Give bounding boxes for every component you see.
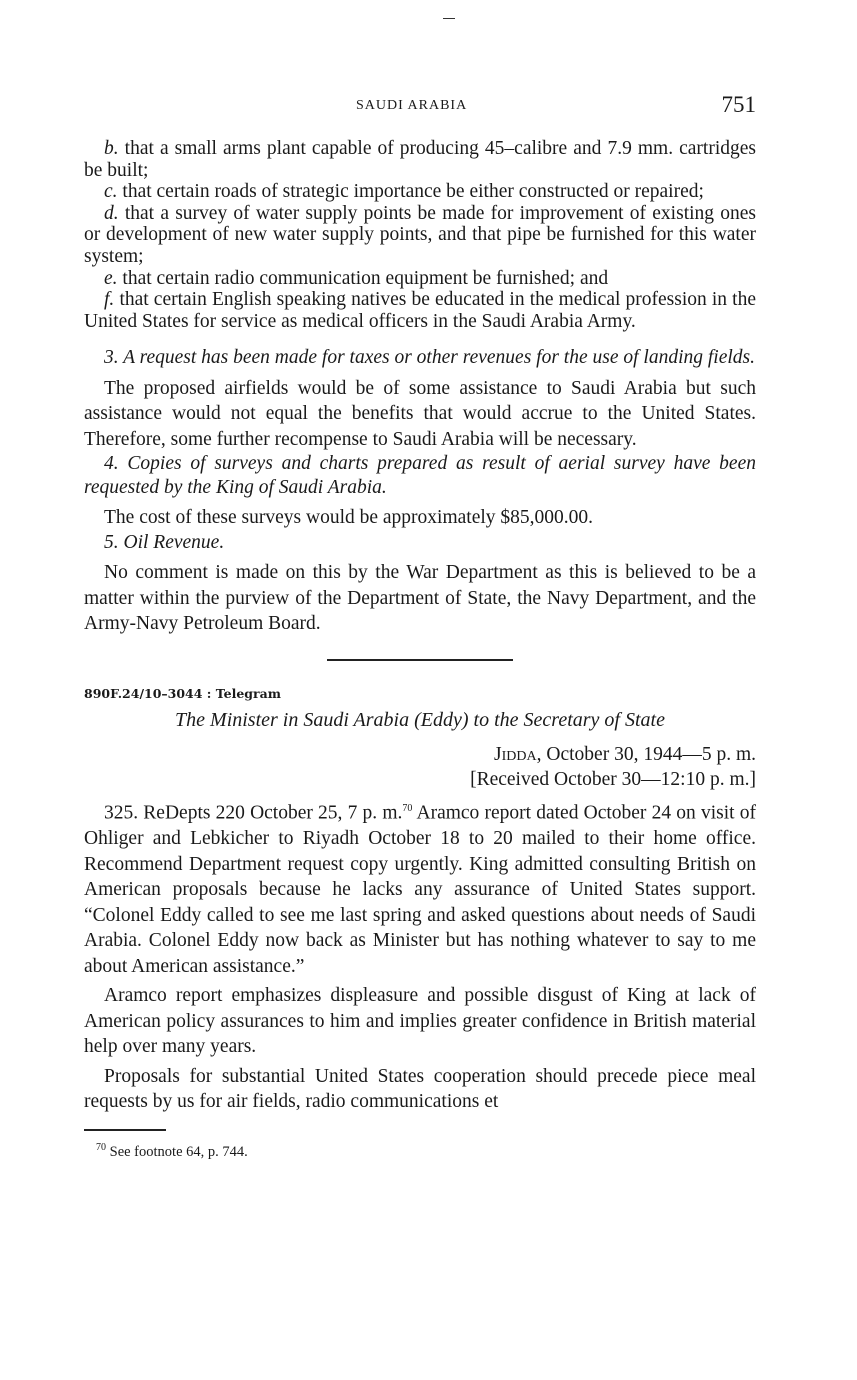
section-heading: 5. Oil Revenue. (104, 531, 225, 553)
list-item: c. that certain roads of strategic importance be either constructed or repaired; (104, 181, 704, 203)
paragraph: No comment is made on this by the War Department as this is believed to be a matter within the purview of the Department of State, the Navy Department, and the Army-Navy Petroleum Board. (84, 562, 756, 635)
paragraph: 325. ReDepts 220 October 25, 7 p. m.$^{70}$ Aramco report dated October 24 on visit of Ohliger and Lebkicher to Riyadh October 18 to 20 mailed to their home office. Recommend Department request copy urgently. King admitted consulting British on American proposals because he lacks any assurance of United States support. “Colonel Eddy called to see me last spring and asked questions about needs of Saudi Arabia. Colonel Eddy now back as Minister but has nothing whatever to say to me about American assistance.” (84, 802, 756, 977)
running-title: SAUDI ARABIA (356, 98, 468, 113)
list-item: f. that certain English speaking natives be educated in the medical profession in the United States for service as medical officers in the Saudi Arabia Army. (84, 289, 757, 332)
footnote-ref: 70 (402, 803, 413, 815)
dateline: Jidda, October 30, 1944—5 p. m. (494, 744, 756, 766)
section-heading: 4. Copies of surveys and charts prepared as result of aerial survey have been requested by the King of Saudi Arabia. (84, 453, 756, 498)
paragraph: The proposed airfields would be of some assistance to Saudi Arabia but such assistance would not equal the benefits that would accrue to the United States. Therefore, some further recompense to Saudi Arabia will be necessary. (84, 377, 756, 450)
page-number: 751 (721, 92, 756, 117)
paragraph: Aramco report emphasizes displeasure and possible disgust of King at lack of American policy assurances to him and implies greater confidence in British material help over many years. (84, 985, 756, 1058)
received-line: [Received October 30—12:10 p. m.] (470, 769, 756, 791)
footnote-divider (84, 1129, 166, 1131)
top-mark (443, 18, 455, 19)
section-divider (327, 659, 513, 661)
page-body (84, 138, 756, 1163)
section-heading: 3. A request has been made for taxes or other revenues for the use of landing fields. (104, 347, 755, 369)
list-item: b. that a small arms plant capable of producing 45–calibre and 7.9 mm. cartridges be built; (84, 138, 757, 181)
running-header (84, 92, 756, 122)
footnote: $^{70}$ See footnote 64, p. 744. (96, 1141, 248, 1160)
list-item: d. that a survey of water supply points be made for improvement of existing ones or development of new water supply points, and that pipe be furnished for this water system; (84, 202, 756, 267)
document-title: The Minister in Saudi Arabia (Eddy) to the Secretary of State (175, 709, 665, 732)
paragraph: Proposals for substantial United States cooperation should precede piece meal requests by us for air fields, radio communications et (84, 1065, 756, 1113)
list-item: e. that certain radio communication equipment be furnished; and (104, 267, 609, 289)
document-id: 890F.24/10–3044 : Telegram (84, 685, 281, 701)
paragraph: The cost of these surveys would be approximately $85,000.00. (104, 507, 594, 529)
